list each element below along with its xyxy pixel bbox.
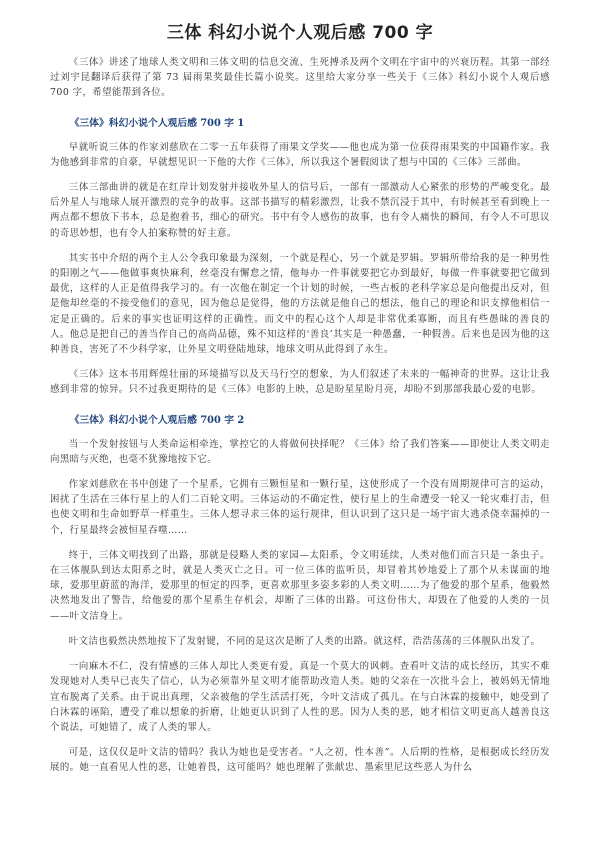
section-1-heading: 《三体》科幻小说个人观后感 700 字 1 <box>69 117 245 129</box>
page-title: 三体 科幻小说个人观后感 700 字 <box>166 23 434 43</box>
section-2-paragraph: 作家刘慈欣在书中创建了一个星系，它拥有三颗恒星和一颗行星，这使形成了一个没有周期规律可言的运动，困扰了生活在三体行星上的人们二百轮文明。三体运动的不确定性，使行星上的生命遭受一轮又一轮灾难打击，但也使文明和生命如野草一样重生。三体人想寻求三体的运行规律，但认识到了这只是一场宇宙大逃杀侥幸漏掉的一个，行星最终会被恒星吞噬…… <box>50 479 550 536</box>
section-1-paragraph: 其实书中介绍的两个主人公令我印象最为深刻，一个就是程心，另一个就是罗辑。罗辑所带给我的是一种男性的阳刚之气——他做事爽快麻利，丝毫没有懈怠之情，他每办一件事就要把它办到最好，每做一件事就要把它做到最优，这样的人正是值得我学习的。有一次他在制定一个计划的时候，一些古板的老科学家总是向他提出反对，但是他却丝毫的不接受他们的意见，因为他总是觉得，他的方法就是他自己的想法，他自己的理论和识支撑他相信一定是正确的。后来的事实也证明这样的正确性。而文中的程心这个人却是非常优柔寡断，而且有些愚昧的善良的人。他总是把自己的善当作自己的高尚品德，殊不知这样的‘善良’其实是一种愚蠢，一种假善。后来也是因为他的这种善良，害死了不少科学家，让外星文明登陆地球，地球文明从此得到了永生。 <box>50 252 550 356</box>
section-2-heading: 《三体》科幻小说个人观后感 700 字 2 <box>69 414 245 426</box>
section-2-paragraph: 可是，这仅仅是叶文洁的错吗？我认为她也是受害者。“人之初，性本善”。人后期的性格，是根据成长经历发展的。她一直看见人性的恶，让她着畏，这可能吗？她也理解了张献忠、墨索里尼这些恶人为什么 <box>50 747 550 774</box>
section-2-paragraph: 叶文洁也毅然决然地按下了发射键，不同的是这次是断了人类的出路。就这样，浩浩荡荡的三体舰队出发了。 <box>68 635 541 647</box>
section-2-paragraph: 终于，三体文明找到了出路，那就是侵略人类的家园—太阳系，令文明延续，人类对他们而言只是一条虫子。在三体舰队到达太阳系之时，就是人类灭亡之日。可一位三体的监听员，却冒着其妙地爱上了那个从未谋面的地球，爱那里蔚蓝的海洋，爱那里的恒定的四季，更喜欢那里多姿多彩的人类文明……为了他爱的那个星系，他毅然决然地发出了警告，给他爱的那个星系生存机会，却断了三体的出路。可这份伟大，却毁在了他爱的人类的一员——叶文洁身上。 <box>50 549 550 622</box>
section-1-paragraph: 《三体》这本书用辉煌壮丽的环境描写以及天马行空的想象，为人们叙述了未来的一幅神奇的世界。这让让我感到非常的惊异。只不过我更期待的是《三体》电影的上映，总是盼星星盼月亮，却盼不到那部我最心爱的电影。 <box>50 369 550 396</box>
section-1-paragraph: 三体三部曲讲的就是在红岸计划发射并接收外星人的信号后，一部有一部激动人心紧张的形势的严峻变化。最后外星人与地球人展开激烈的竞争的故事。这部书描写的精彩激烈，让我不禁沉浸于其中，有时候甚至看到晚上一两点都不想放下书本，总是抱着书，细心的研究。书中有令人感伤的故事，也有令人痛快的瞬间，有令人不可思议的奇思妙想，也有令人拍案称赞的好主意。 <box>50 182 550 239</box>
intro-paragraph: 《三体》讲述了地球人类文明和三体文明的信息交流、生死搏杀及两个文明在宇宙中的兴衰历程。其第一部经过刘宇昆翻译后获得了第 73 届雨果奖最佳长篇小说奖。这里给大家分享一些关于《三体》科幻小说个人观后感 700 字，希望能帮到各位。 <box>50 57 550 99</box>
section-1-paragraph: 早就听说三体的作家刘慈欣在二零一五年获得了雨果文学奖——他也成为第一位获得雨果奖的中国籍作家。我为他感到非常的自豪，早就想见识一下他的大作《三体》，所以我这个暑假阅读了想与中国的《三体》三部曲。 <box>50 141 550 168</box>
section-2-paragraph: 一向麻木不仁，没有情感的三体人却比人类更有爱，真是一个莫大的讽刺。查看叶文洁的成长经历，其实不难发现她对人类早已丧失了信心，认为必须靠外星文明才能帮助改造人类。她的父亲在一次批斗会上，被妈妈无情地宣布脱离了关系。由于说出真理，父亲被他的学生活活打死，今叶文洁成了孤儿。在与白沐霖的接触中，她受到了白沐霖的诬陷，遭受了难以想象的折磨，让她更认识到了人性的恶。因为人类的恶，她才相信文明更高人越善良这个说法，可她错了，成了人类的罪人。 <box>50 661 550 733</box>
section-2-paragraph: 当一个发射按钮与人类命运相牵连，掌控它的人将做何抉择呢？《三体》给了我们答案——即使让人类文明走向黑暗与灭绝，也毫不犹豫地按下它。 <box>50 438 550 465</box>
